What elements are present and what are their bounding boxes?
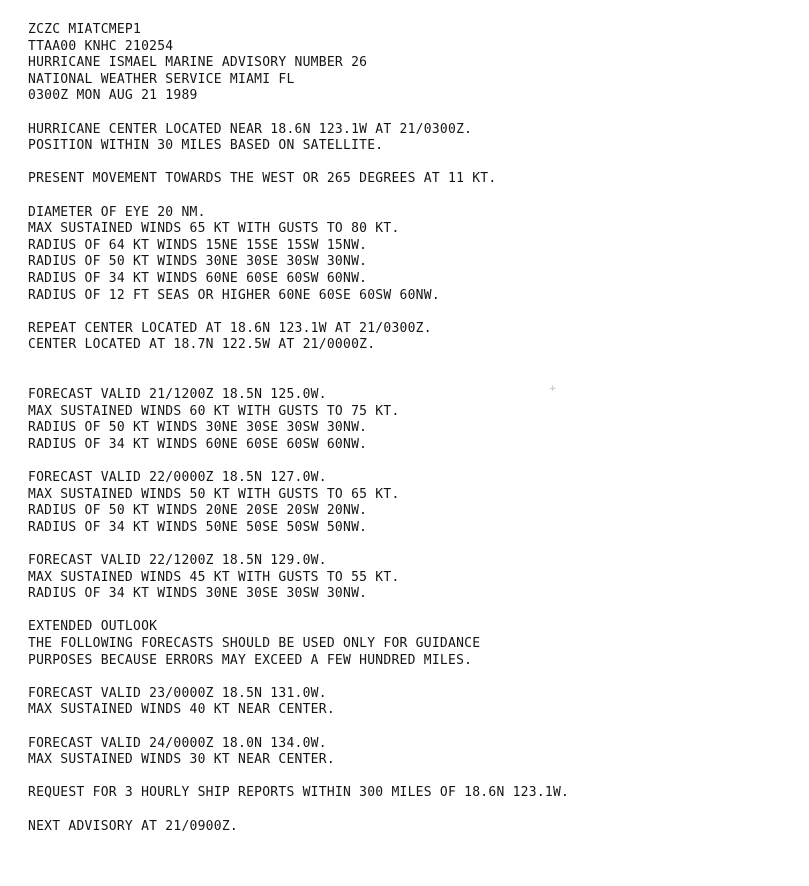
max-winds-line: MAX SUSTAINED WINDS 60 KT WITH GUSTS TO 75 KT. bbox=[28, 403, 400, 419]
current-conditions-block bbox=[28, 205, 798, 305]
center-position-block bbox=[28, 122, 798, 155]
header-block bbox=[28, 22, 798, 105]
wind-radius-line: RADIUS OF 50 KT WINDS 30NE 30SE 30SW 30NW. bbox=[28, 254, 368, 270]
center-position-line: HURRICANE CENTER LOCATED NEAR 18.6N 123.1W AT 21/0300Z. bbox=[28, 121, 473, 137]
bulletin-id-line: ZCZC MIATCMEP1 bbox=[28, 22, 142, 37]
paragraph-gap bbox=[28, 669, 798, 686]
ship-reports-block bbox=[28, 785, 798, 802]
forecast-block bbox=[28, 686, 798, 719]
outlook-heading: EXTENDED OUTLOOK bbox=[28, 619, 158, 635]
next-advisory-line: NEXT ADVISORY AT 21/0900Z. bbox=[28, 818, 238, 834]
paragraph-gap bbox=[28, 802, 798, 819]
wind-radius-line: RADIUS OF 34 KT WINDS 60NE 60SE 60SW 60NW. bbox=[28, 270, 368, 286]
advisory-document bbox=[28, 22, 798, 835]
paragraph-gap bbox=[28, 188, 798, 205]
max-winds-line: MAX SUSTAINED WINDS 45 KT WITH GUSTS TO 55 KT. bbox=[28, 569, 400, 585]
max-winds-line: MAX SUSTAINED WINDS 30 KT NEAR CENTER. bbox=[28, 752, 335, 768]
paragraph-gap bbox=[28, 719, 798, 736]
forecast-valid-line: FORECAST VALID 22/1200Z 18.5N 129.0W. bbox=[28, 553, 327, 568]
paragraph-gap bbox=[28, 155, 798, 172]
wind-radius-line: RADIUS OF 34 KT WINDS 30NE 30SE 30SW 30NW. bbox=[28, 586, 368, 602]
next-advisory-block bbox=[28, 819, 798, 836]
seas-radius-line: RADIUS OF 12 FT SEAS OR HIGHER 60NE 60SE 60SW 60NW. bbox=[28, 287, 440, 303]
paragraph-gap bbox=[28, 105, 798, 122]
position-accuracy-line: POSITION WITHIN 30 MILES BASED ON SATELLITE. bbox=[28, 138, 384, 154]
ship-reports-request-line: REQUEST FOR 3 HOURLY SHIP REPORTS WITHIN 300 MILES OF 18.6N 123.1W. bbox=[28, 785, 570, 801]
eye-diameter-line: DIAMETER OF EYE 20 NM. bbox=[28, 204, 206, 220]
scan-speck-mark: + bbox=[549, 384, 557, 394]
wmo-header-line: TTAA00 KNHC 210254 bbox=[28, 38, 174, 54]
wind-radius-line: RADIUS OF 34 KT WINDS 60NE 60SE 60SW 60NW. bbox=[28, 436, 368, 452]
paragraph-gap bbox=[28, 536, 798, 553]
forecast-block bbox=[28, 470, 798, 536]
issue-time: 0300Z MON AUG 21 1989 bbox=[28, 88, 198, 104]
max-winds-line: MAX SUSTAINED WINDS 40 KT NEAR CENTER. bbox=[28, 702, 335, 718]
wind-radius-line: RADIUS OF 64 KT WINDS 15NE 15SE 15SW 15NW. bbox=[28, 237, 368, 253]
forecast-block bbox=[28, 387, 798, 453]
forecast-block bbox=[28, 736, 798, 769]
extended-outlook-block bbox=[28, 619, 798, 669]
movement-block bbox=[28, 171, 798, 188]
advisory-title: HURRICANE ISMAEL MARINE ADVISORY NUMBER 26 bbox=[28, 55, 368, 71]
paragraph-gap bbox=[28, 354, 798, 387]
repeat-center-block bbox=[28, 321, 798, 354]
forecast-block bbox=[28, 553, 798, 603]
forecast-valid-line: FORECAST VALID 24/0000Z 18.0N 134.0W. bbox=[28, 735, 327, 751]
previous-center-line: CENTER LOCATED AT 18.7N 122.5W AT 21/0000Z. bbox=[28, 337, 376, 353]
paragraph-gap bbox=[28, 304, 798, 321]
repeat-center-line: REPEAT CENTER LOCATED AT 18.6N 123.1W AT 21/0300Z. bbox=[28, 320, 432, 336]
paragraph-gap bbox=[28, 453, 798, 470]
wind-radius-line: RADIUS OF 50 KT WINDS 20NE 20SE 20SW 20NW. bbox=[28, 503, 368, 519]
forecast-valid-line: FORECAST VALID 23/0000Z 18.5N 131.0W. bbox=[28, 685, 327, 701]
wind-radius-line: RADIUS OF 50 KT WINDS 30NE 30SE 30SW 30NW. bbox=[28, 420, 368, 436]
paragraph-gap bbox=[28, 769, 798, 786]
paragraph-gap bbox=[28, 603, 798, 620]
movement-line: PRESENT MOVEMENT TOWARDS THE WEST OR 265 DEGREES AT 11 KT. bbox=[28, 171, 497, 187]
forecast-valid-line: FORECAST VALID 22/0000Z 18.5N 127.0W. bbox=[28, 470, 327, 486]
outlook-note-line: THE FOLLOWING FORECASTS SHOULD BE USED ONLY FOR GUIDANCE bbox=[28, 635, 481, 651]
max-winds-line: MAX SUSTAINED WINDS 50 KT WITH GUSTS TO 65 KT. bbox=[28, 486, 400, 502]
outlook-note-line: PURPOSES BECAUSE ERRORS MAY EXCEED A FEW HUNDRED MILES. bbox=[28, 652, 473, 668]
wind-radius-line: RADIUS OF 34 KT WINDS 50NE 50SE 50SW 50NW. bbox=[28, 519, 368, 535]
issuing-office: NATIONAL WEATHER SERVICE MIAMI FL bbox=[28, 71, 295, 87]
max-winds-line: MAX SUSTAINED WINDS 65 KT WITH GUSTS TO 80 KT. bbox=[28, 221, 400, 237]
forecast-valid-line: FORECAST VALID 21/1200Z 18.5N 125.0W. bbox=[28, 387, 327, 403]
